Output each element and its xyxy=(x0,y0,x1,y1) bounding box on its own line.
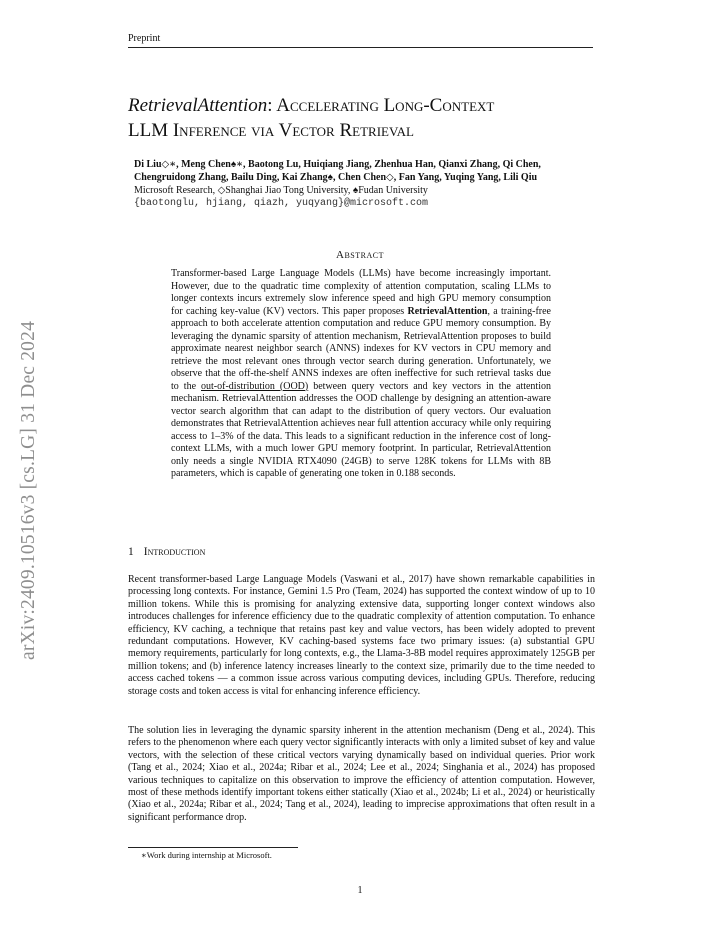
title-italic: RetrievalAttention xyxy=(128,95,268,116)
section-number: 1 xyxy=(128,546,134,558)
footnote: ∗Work during internship at Microsoft. xyxy=(141,850,272,860)
abstract-text-3: between query vectors and key vectors in the attention mechanism. RetrievalAttention addresses the OOD challenge by designing an attention-aware vector search algorithm that can adapt to the distribution of query vectors. Our evaluation demonstrates that RetrievalAttention achieves near full attention accuracy while only requiring access to 1–3% of the data. This leads to a significant reduction in the inference cost of long-context LLMs, with a much lower GPU memory footprint. In particular, RetrievalAttention only needs a single NVIDIA RTX4090 (24GB) to serve 128K tokens for LLMs with 8B parameters, which is capable of generating one token in 0.188 seconds. xyxy=(171,380,551,479)
abstract-underlined-term: out-of-distribution (OOD) xyxy=(201,380,309,392)
author-names-line1: Di Liu◇∗, Meng Chen♠∗, Baotong Lu, Huiqiang Jiang, Zhenhua Han, Qianxi Zhang, Qi Chen, xyxy=(134,159,541,170)
section-heading xyxy=(128,546,205,558)
running-header: Preprint xyxy=(128,33,593,48)
title-line2: LLM Inference via Vector Retrieval xyxy=(128,120,415,141)
abstract-text-2: , a training-free approach to both accelerate attention computation and reduce GPU memory consumption. By leveraging the dynamic sparsity of attention mechanism, RetrievalAttention proposes to build approximate nearest neighbor search (ANNS) indexes for KV vectors in CPU memory and retrieve the most relevant ones through vector search during generation. Unfortunately, we observe that the off-the-shelf ANNS indexes are often ineffective for such retrieval tasks due to the xyxy=(171,305,551,392)
abstract-text-1: Transformer-based Large Language Models (LLMs) have become increasingly important. However, due to the quadratic time complexity of attention computation, scaling LLMs to longer contexts incurs extremely slow inference speed and high GPU memory consumption for caching key-value (KV) vectors. This paper proposes xyxy=(171,268,551,317)
abstract-body xyxy=(171,268,551,481)
footnote-rule xyxy=(128,847,298,848)
author-emails: {baotonglu, hjiang, qiazh, yuqyang}@microsoft.com xyxy=(134,198,429,209)
abstract-bold-term: RetrievalAttention xyxy=(407,305,488,317)
author-names-line2: Chengruidong Zhang, Bailu Ding, Kai Zhang♠, Chen Chen◇, Fan Yang, Yuqing Yang, Lili Qiu xyxy=(134,172,538,183)
page-number: 1 xyxy=(357,885,363,896)
section-title: Introduction xyxy=(143,546,206,558)
author-block xyxy=(134,158,604,210)
abstract-heading: Abstract xyxy=(336,249,384,261)
paper-title xyxy=(128,93,608,143)
affiliations: Microsoft Research, ◇Shanghai Jiao Tong University, ♠Fudan University xyxy=(134,185,428,196)
title-line1-rest: : Accelerating Long-Context xyxy=(267,95,495,116)
intro-paragraph-1: Recent transformer-based Large Language Models (Vaswani et al., 2017) have shown remarkable capabilities in processing long contexts. For instance, Gemini 1.5 Pro (Team, 2024) has supported the context window of up to 10 million tokens. While this is promising for analyzing extensive data, supporting longer context windows also introduces challenges for inference efficiency due to the quadratic complexity of attention computation. To enhance efficiency, KV caching, a technique that retains past key and value vectors, has been widely adopted to prevent redundant computations. However, KV caching-based systems face two primary issues: (a) substantial GPU memory requirements, particularly for long contexts, e.g., the Llama-3-8B model requires approximately 125GB per million tokens; and (b) inference latency increases linearly to the context size, primarily due to the time needed to access cached tokens — a common issue across various computing devices, including GPUs. Therefore, reducing storage costs and token access is vital for enhancing inference efficiency. xyxy=(128,574,595,697)
intro-paragraph-2: The solution lies in leveraging the dynamic sparsity inherent in the attention mechanism (Deng et al., 2024). This refers to the phenomenon where each query vector significantly interacts with only a limited subset of key and value vectors, with the selection of these critical vectors varying dynamically based on individual queries. Prior work (Tang et al., 2024; Xiao et al., 2024a; Ribar et al., 2024; Lee et al., 2024; Singhania et al., 2024) has proposed various techniques to capitalize on this observation to improve the efficiency of attention computation. However, most of these methods identify important tokens either statically (Xiao et al., 2024b; Li et al., 2024) or heuristically (Xiao et al., 2024a; Ribar et al., 2024; Tang et al., 2024), leading to imprecise approximations that often result in a significant performance drop. xyxy=(128,725,595,823)
arxiv-side-stamp: arXiv:2409.10516v3 [cs.LG] 31 Dec 2024 xyxy=(18,320,39,660)
